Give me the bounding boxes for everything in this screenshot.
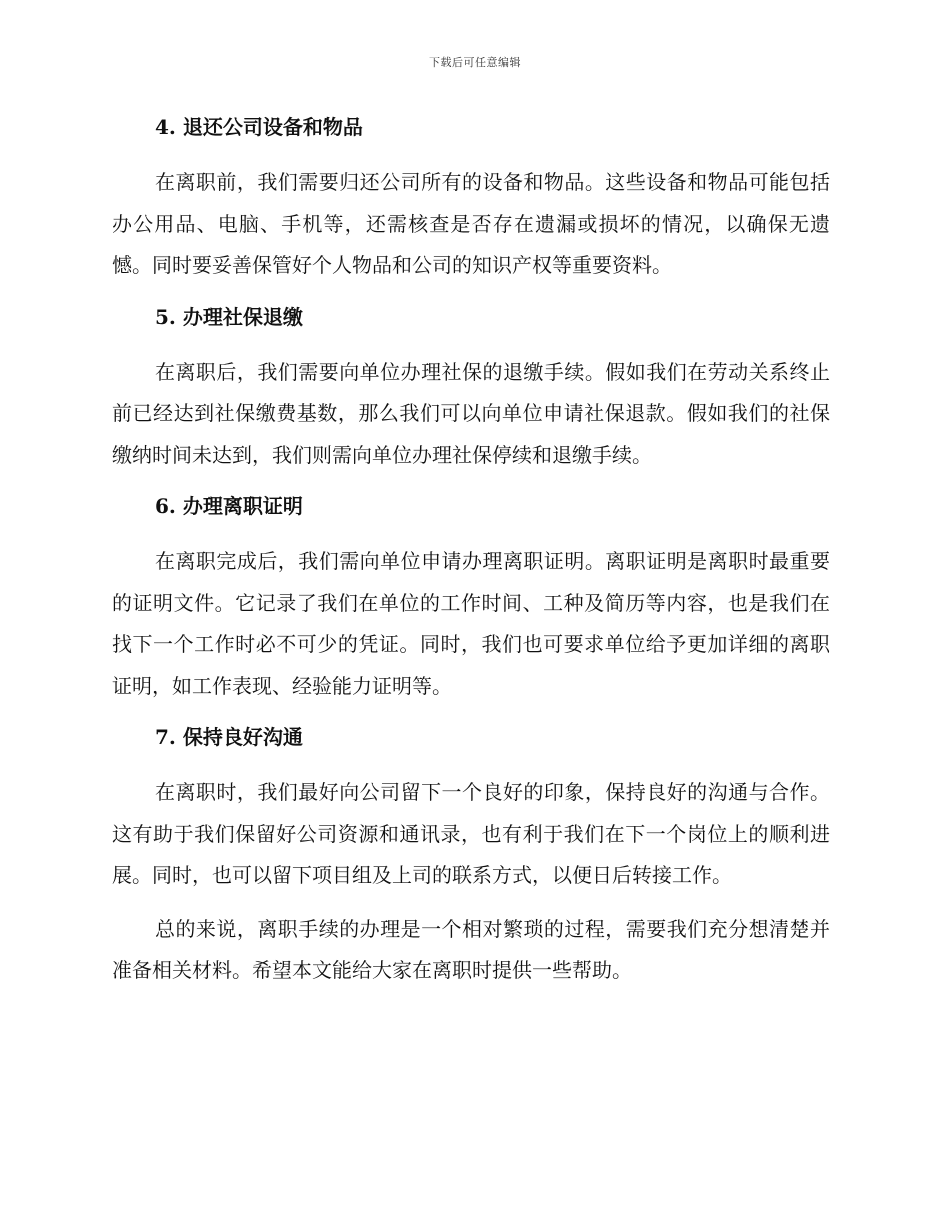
section-heading-7: 7. 保持良好沟通 (155, 725, 303, 749)
section-heading-4: 4. 退还公司设备和物品 (155, 115, 363, 139)
conclusion-paragraph: 总的来说，离职手续的办理是一个相对繁琐的过程，需要我们充分想清楚并准备相关材料。希望本文能给大家在离职时提供一些帮助。 (112, 916, 830, 982)
section-paragraph-7: 在离职时，我们最好向公司留下一个良好的印象，保持良好的沟通与合作。这有助于我们保留好公司资源和通讯录，也有利于我们在下一个岗位上的顺利进展。同时，也可以留下项目组及上司的联系方式，以便日后转接工作。 (112, 780, 830, 887)
page-header: 下载后可任意编辑 (429, 56, 521, 69)
section-paragraph-5: 在离职后，我们需要向单位办理社保的退缴手续。假如我们在劳动关系终止前已经达到社保缴费基数，那么我们可以向单位申请社保退款。假如我们的社保缴纳时间未达到，我们则需向单位办理社保停续和退缴手续。 (112, 359, 830, 467)
section-paragraph-6: 在离职完成后，我们需向单位申请办理离职证明。离职证明是离职时最重要的证明文件。它记录了我们在单位的工作时间、工种及简历等内容，也是我们在找下一个工作时必不可少的凭证。同时，我们也可要求单位给予更加详细的离职证明，如工作表现、经验能力证明等。 (112, 549, 830, 698)
section-paragraph-4: 在离职前，我们需要归还公司所有的设备和物品。这些设备和物品可能包括办公用品、电脑、手机等，还需核查是否存在遗漏或损坏的情况，以确保无遗憾。同时要妥善保管好个人物品和公司的知识产权等重要资料。 (112, 170, 830, 277)
section-heading-5: 5. 办理社保退缴 (155, 304, 303, 329)
section-heading-6: 6. 办理离职证明 (155, 494, 303, 518)
document-body (112, 108, 830, 992)
